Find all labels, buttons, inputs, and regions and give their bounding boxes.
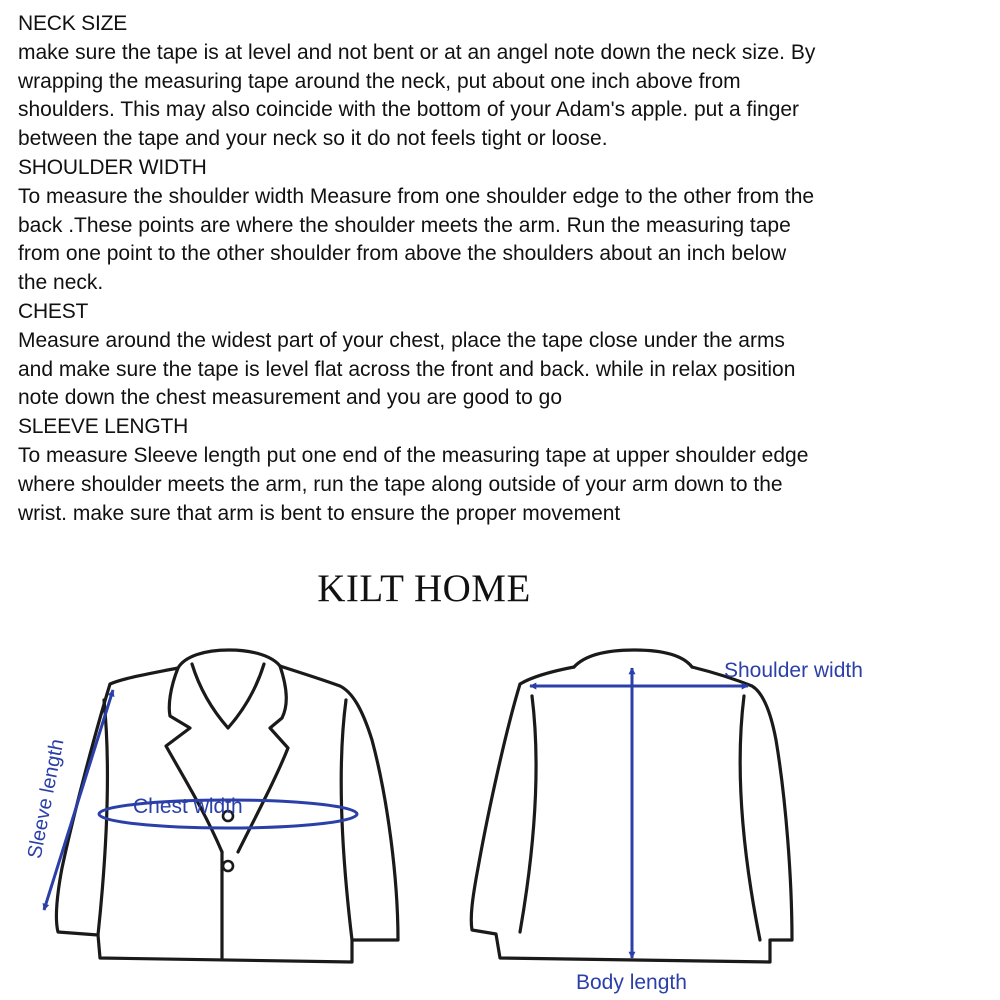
chest-width-label: Chest width bbox=[133, 795, 243, 818]
shoulder-width-label: Shoulder width bbox=[724, 659, 863, 682]
neck-size-line: shoulders. This may also coincide with the bottom of your Adam's apple. put a finger bbox=[18, 98, 800, 122]
sleeve-length-line: To measure Sleeve length put one end of the measuring tape at upper shoulder edge bbox=[18, 443, 809, 467]
neck-size-line: make sure the tape is at level and not bent or at an angel note down the neck size. By bbox=[18, 40, 816, 64]
neck-size-line: between the tape and your neck so it do not feels tight or loose. bbox=[18, 127, 608, 151]
chest-heading: CHEST bbox=[18, 299, 89, 323]
shoulder-width-line: back .These points are where the shoulder meets the arm. Run the measuring tape bbox=[18, 213, 791, 237]
chest-line: Measure around the widest part of your chest, place the tape close under the arms bbox=[18, 328, 785, 352]
jacket-button bbox=[223, 861, 233, 871]
shoulder-width-line: the neck. bbox=[18, 271, 104, 295]
chest-line: note down the chest measurement and you are good to go bbox=[18, 386, 563, 410]
sleeve-length-heading: SLEEVE LENGTH bbox=[18, 415, 189, 439]
neck-size-line: wrapping the measuring tape around the neck, put about one inch above from bbox=[18, 69, 741, 93]
neck-size-heading: NECK SIZE bbox=[18, 12, 128, 35]
sleeve-length-line: where shoulder meets the arm, run the tape along outside of your arm down to the bbox=[18, 472, 783, 496]
chest-line: and make sure the tape is level flat across the front and back. while in relax position bbox=[18, 357, 796, 381]
shoulder-width-line: To measure the shoulder width Measure from one shoulder edge to the other from the bbox=[18, 184, 815, 208]
shoulder-width-line: from one point to the other shoulder from above the shoulders about an inch below bbox=[18, 242, 787, 266]
sleeve-length-label: Sleeve length bbox=[23, 737, 69, 861]
sleeve-length-line: wrist. make sure that arm is bent to ensure the proper movement bbox=[18, 501, 621, 525]
brand-title: KILT HOME bbox=[317, 567, 531, 610]
shoulder-width-heading: SHOULDER WIDTH bbox=[18, 155, 207, 179]
body-length-label: Body length bbox=[576, 971, 687, 994]
